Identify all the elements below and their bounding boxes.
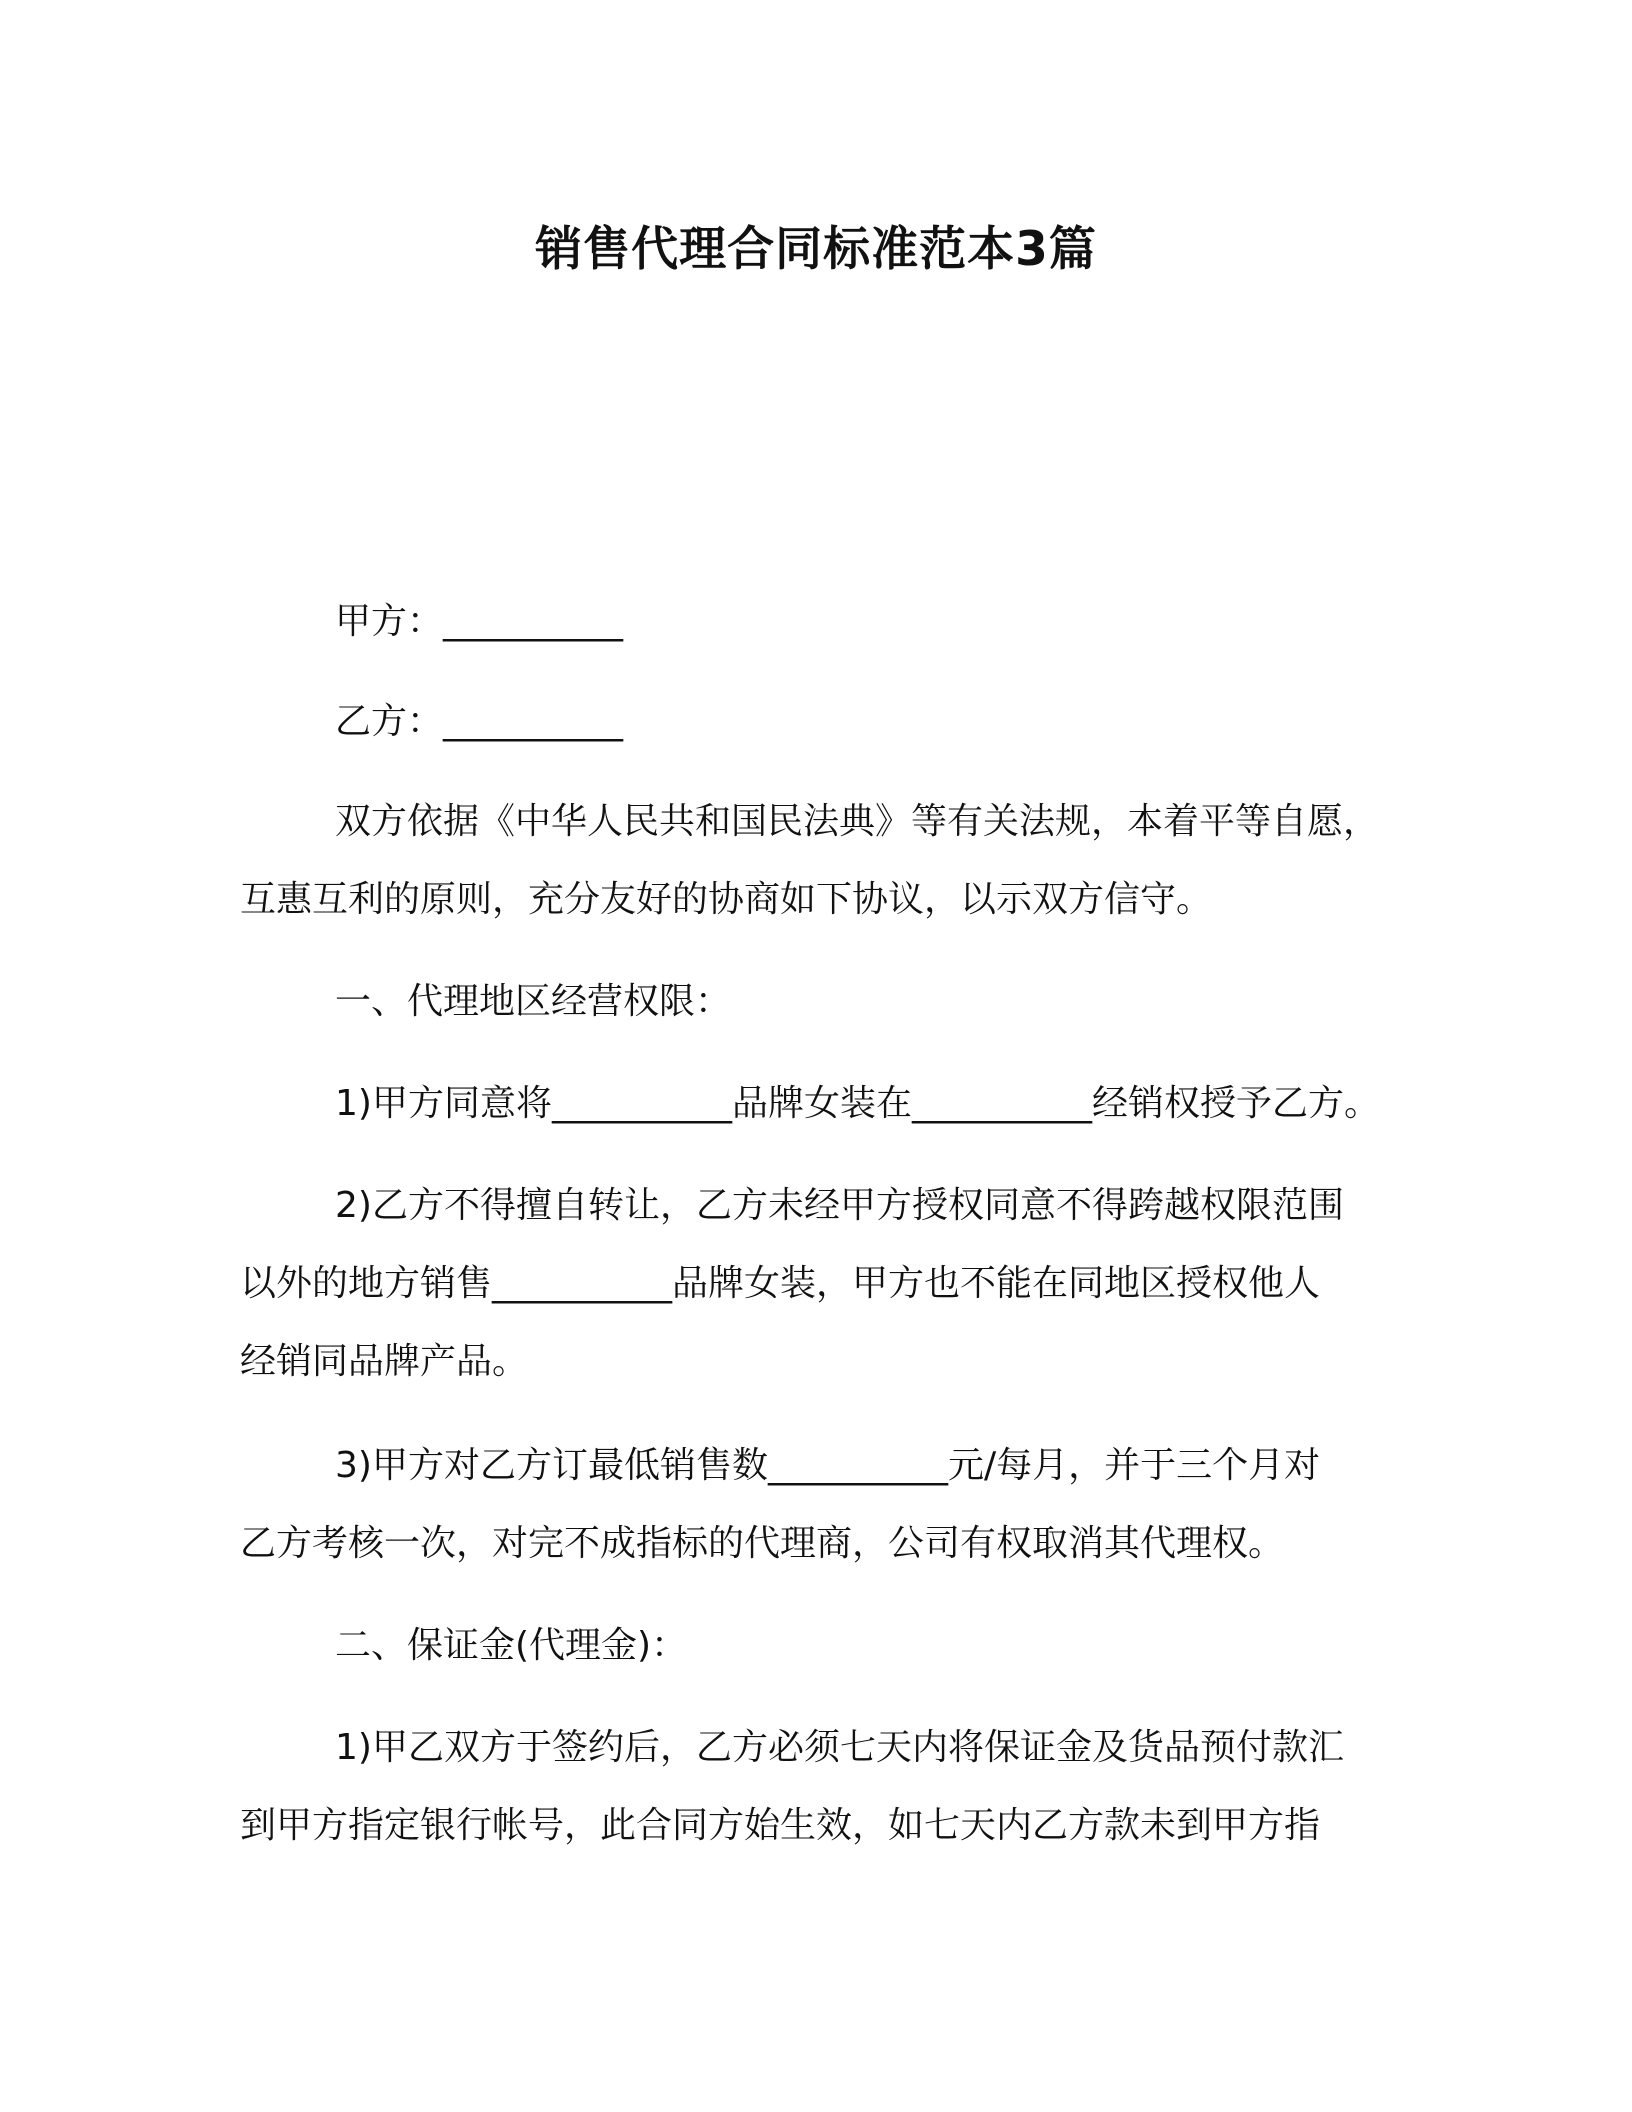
document-title: 销售代理合同标准范本3篇	[535, 222, 1097, 277]
clause-1-1: 1)甲方同意将__________品牌女装在__________经销权授予乙方。	[335, 1083, 1380, 1124]
section-1-heading: 一、代理地区经营权限：	[335, 981, 732, 1022]
clause-2-1-line-1: 1)甲乙双方于签约后，乙方必须七天内将保证金及货品预付款汇	[335, 1727, 1344, 1768]
clause-1-3-line-1: 3)甲方对乙方订最低销售数__________元/每月，并于三个月对	[335, 1445, 1321, 1486]
section-2-heading: 二、保证金(代理金)：	[335, 1625, 688, 1666]
clause-1-2-line-2: 以外的地方销售__________品牌女装，甲方也不能在同地区授权他人	[240, 1263, 1321, 1304]
party-b-line: 乙方：__________	[335, 701, 624, 742]
party-a-line: 甲方：__________	[335, 601, 624, 642]
clause-1-2-line-3: 经销同品牌产品。	[240, 1341, 529, 1382]
clause-1-3-line-2: 乙方考核一次，对完不成指标的代理商，公司有权取消其代理权。	[240, 1523, 1285, 1564]
preamble-line-1: 双方依据《中华人民共和国民法典》等有关法规，本着平等自愿，	[335, 801, 1380, 842]
clause-1-2-line-1: 2)乙方不得擅自转让，乙方未经甲方授权同意不得跨越权限范围	[335, 1185, 1344, 1226]
preamble-line-2: 互惠互利的原则，充分友好的协商如下协议，以示双方信守。	[240, 879, 1213, 920]
clause-2-1-line-2: 到甲方指定银行帐号，此合同方始生效，如七天内乙方款未到甲方指	[240, 1805, 1321, 1846]
